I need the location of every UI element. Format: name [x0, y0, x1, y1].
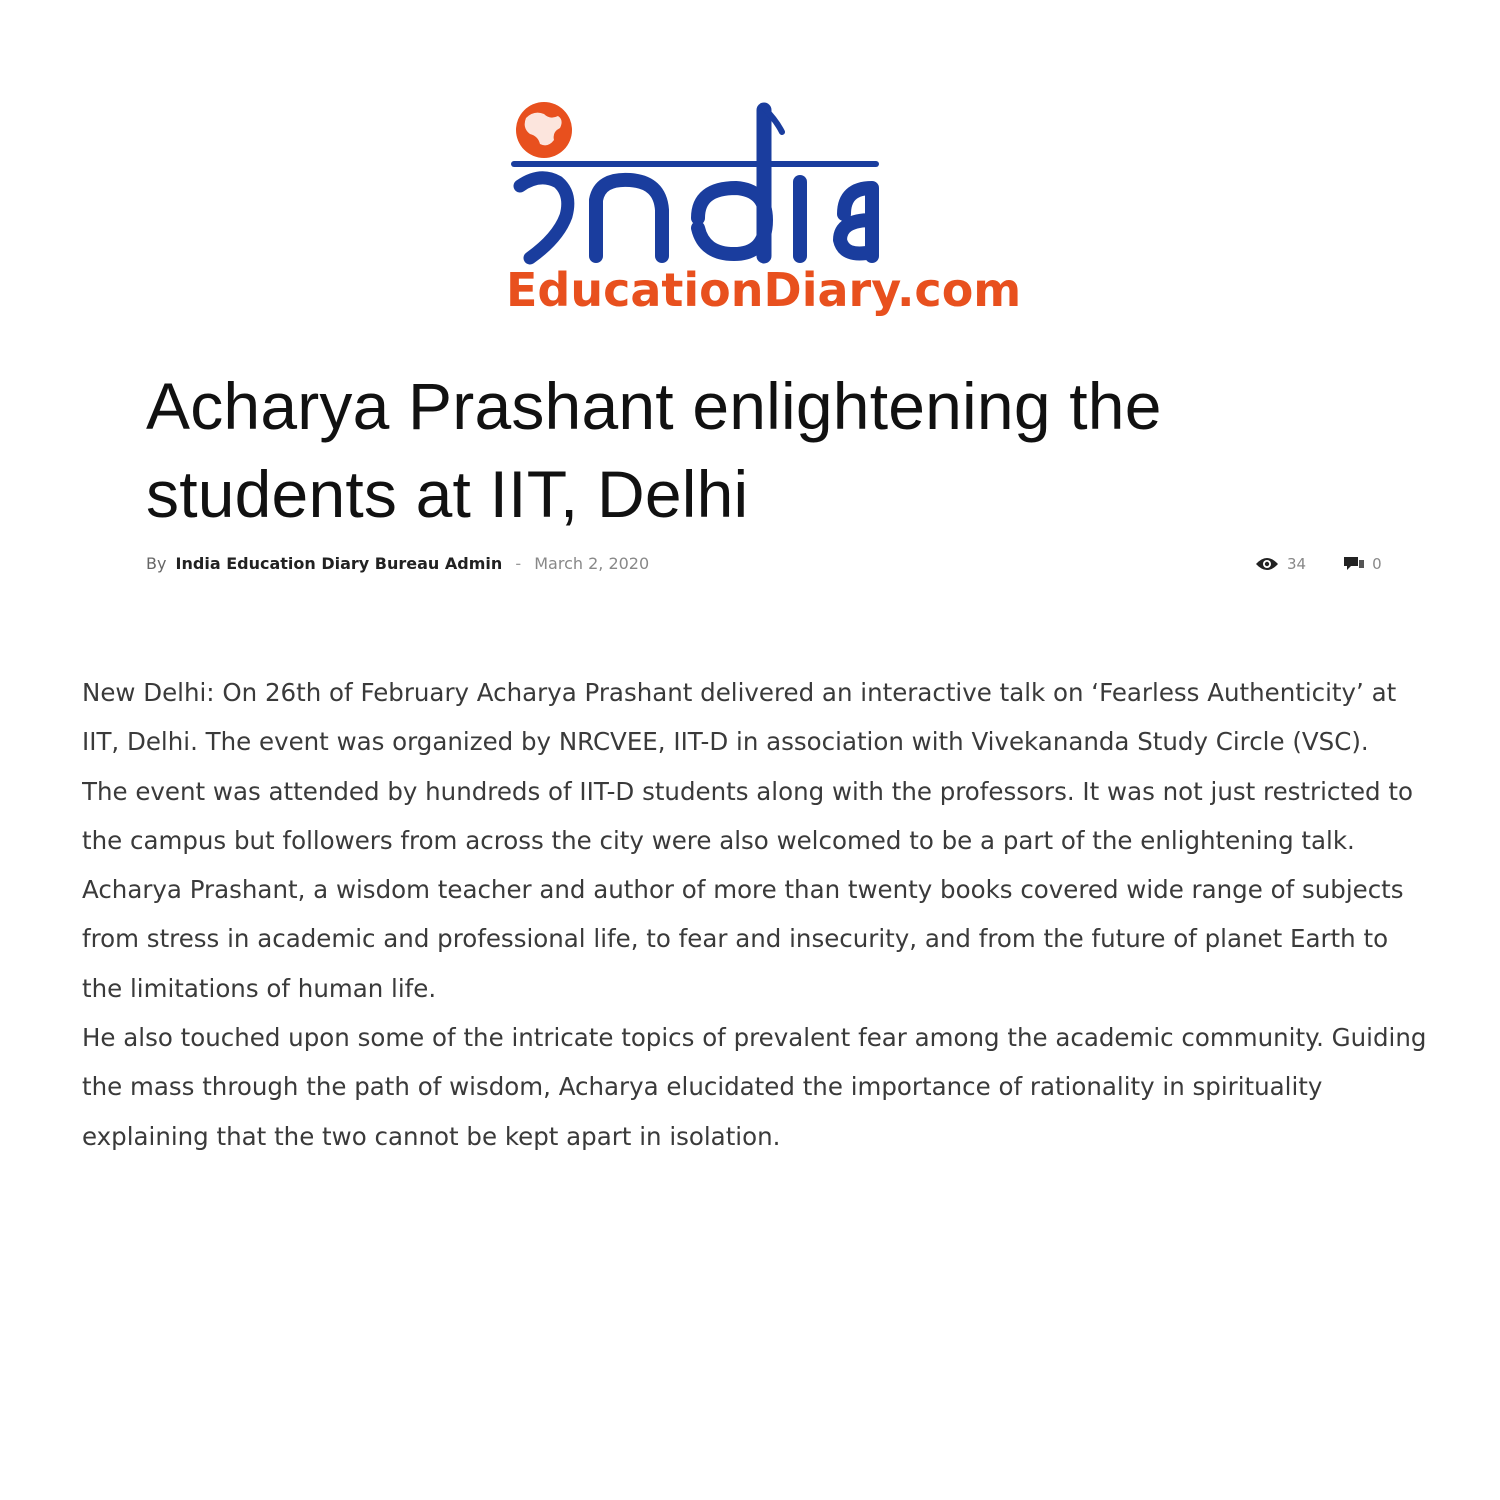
author-link[interactable]: India Education Diary Bureau Admin: [175, 554, 503, 573]
article-body: [82, 668, 1427, 1313]
comments-count: 0: [1372, 555, 1382, 573]
publish-date: March 2, 2020: [534, 554, 650, 573]
paragraph: The event was attended by hundreds of IIT-D students along with the professors. It was not just restricted to the campus but followers from across the city were also welcomed to be a part of the enlightening talk.: [82, 776, 1413, 855]
globe-icon: [516, 102, 572, 158]
logo-domain-text: EducationDiary.com: [506, 263, 1022, 317]
meta-separator: -: [515, 554, 522, 573]
comments-counter[interactable]: [1344, 555, 1382, 573]
views-count: 34: [1287, 555, 1307, 573]
paragraph: Acharya Prashant, a wisdom teacher and author of more than twenty books covered wide range of subjects from stress in academic and professional life, to fear and insecurity, and from the future of planet Earth to the limitations of human life.: [82, 875, 1404, 1003]
paragraph: He also touched upon some of the intricate topics of prevalent fear among the academic community. Guiding the mass through the path of wisdom, Acharya elucidated the importance of rationality in spirituality explaining that the two cannot be kept apart in isolation.: [82, 1023, 1427, 1151]
article-title: Acharya Prashant enlightening the students at IIT, Delhi: [146, 369, 1162, 531]
article-meta: [146, 552, 649, 576]
article-stats: [1255, 552, 1382, 576]
comment-icon: [1344, 557, 1364, 571]
eye-icon: [1255, 556, 1279, 572]
paragraph: New Delhi: On 26th of February Acharya Prashant delivered an interactive talk on ‘Fearless Authenticity’ at IIT, Delhi. The event was organized by NRCVEE, IIT-D in association with Vivekananda Study Circle (VSC).: [82, 678, 1397, 757]
site-logo[interactable]: [500, 88, 1070, 328]
by-label: By: [146, 554, 167, 573]
views-counter: [1255, 555, 1306, 573]
